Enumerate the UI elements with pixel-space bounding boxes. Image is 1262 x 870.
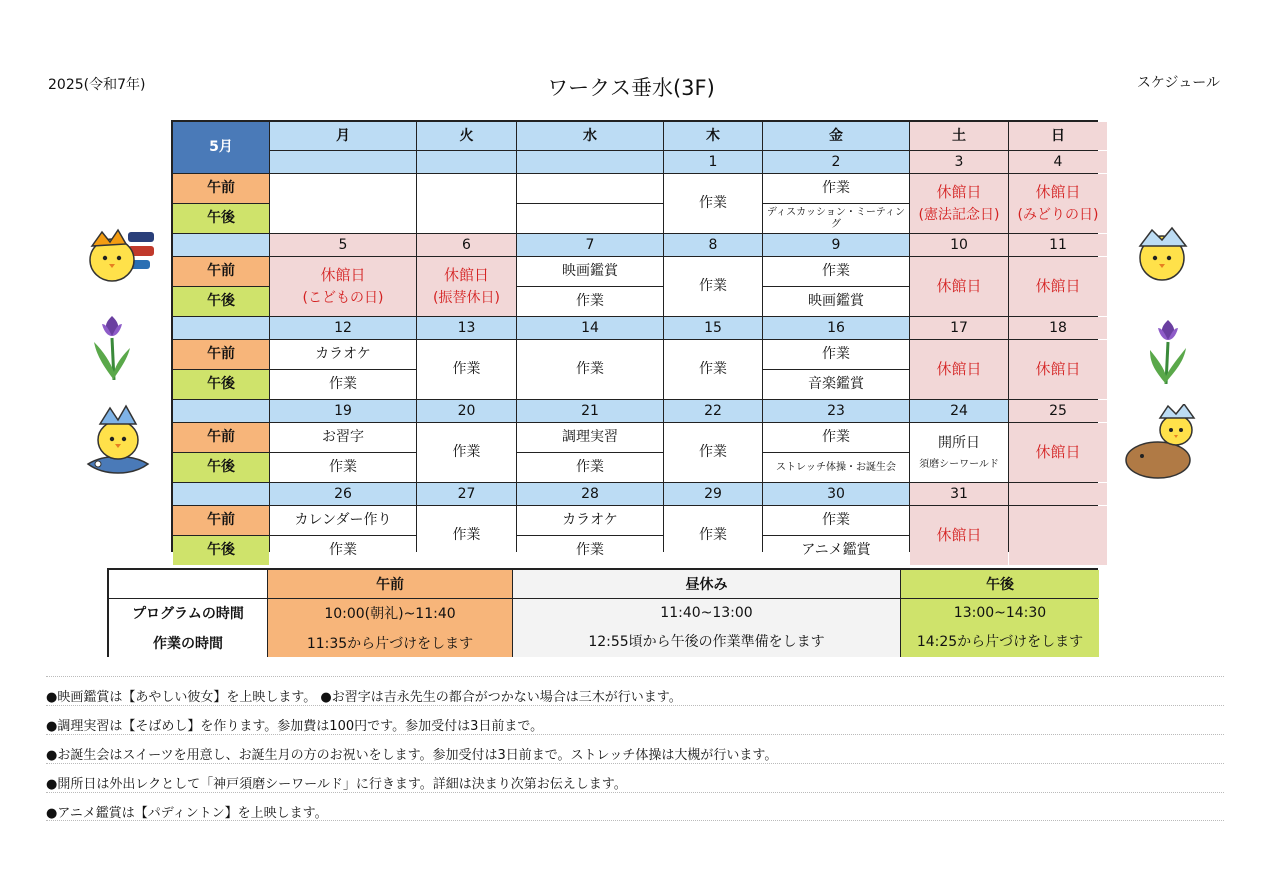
time-lunch-cell: [513, 599, 900, 657]
day-number: 1: [664, 151, 762, 173]
holiday-label: 休館日: [936, 276, 982, 295]
pm-label: 午後: [173, 536, 269, 565]
lunch-work-time: 12:55頃から午後の作業準備をします: [588, 634, 825, 650]
program-time-label: プログラムの時間: [132, 606, 244, 622]
activity-cell: 作業: [517, 453, 663, 482]
weekday-thu: 木: [664, 122, 762, 150]
holiday-label: 休館日: [936, 359, 982, 378]
holiday-label: 休館日: [1035, 359, 1081, 378]
am-label: 午前: [173, 174, 269, 203]
day-number: 31: [910, 483, 1008, 505]
iris-flower-icon: [1148, 316, 1188, 384]
am-label: 午前: [173, 257, 269, 286]
holiday-cell: [417, 257, 516, 316]
weekday-wed: 水: [517, 122, 663, 150]
day-number: 3: [910, 151, 1008, 173]
am-label: 午前: [173, 423, 269, 452]
activity-cell: 映画鑑賞: [517, 257, 663, 286]
activity-cell: 作業: [517, 287, 663, 316]
holiday-cell: [910, 506, 1008, 565]
empty-cell: [417, 174, 516, 233]
activity-cell: 作業: [417, 423, 516, 482]
pm-label: 午後: [173, 204, 269, 233]
date-row-spacer: [173, 483, 269, 505]
activity-cell: 作業: [664, 257, 762, 316]
holiday-label: 休館日: [936, 525, 982, 544]
activity-cell: 作業: [417, 340, 516, 399]
activity-cell: 作業: [664, 423, 762, 482]
pm-label: 午後: [173, 287, 269, 316]
weekday-fri: 金: [763, 122, 909, 150]
time-header-am: 午前: [268, 570, 512, 598]
pm-label: 午後: [173, 453, 269, 482]
activity-cell: アニメ鑑賞: [763, 536, 909, 565]
day-number: 6: [417, 234, 516, 256]
holiday-name: (憲法記念日): [918, 207, 1000, 224]
day-number: 10: [910, 234, 1008, 256]
holiday-label: 休館日: [936, 182, 982, 201]
notes-list: [46, 676, 1224, 821]
date-row-spacer: [173, 400, 269, 422]
day-number: 16: [763, 317, 909, 339]
open-day-cell: [910, 423, 1008, 482]
activity-cell: 作業: [763, 174, 909, 203]
activity-cell: 作業: [270, 453, 416, 482]
schedule-calendar: [171, 120, 1099, 559]
am-label: 午前: [173, 506, 269, 535]
holiday-label: 休館日: [443, 265, 489, 284]
activity-cell: カラオケ: [517, 506, 663, 535]
note-item: ●アニメ鑑賞は【パディントン】を上映します。: [46, 792, 1224, 821]
note-item: ●お誕生会はスイーツを用意し、お誕生月の方のお祝いをします。参加受付は3日前まで。ストレッチ体操は大槻が行います。: [46, 734, 1224, 763]
time-row-labels: [109, 599, 267, 657]
activity-cell: 作業: [763, 340, 909, 369]
day-number: 30: [763, 483, 909, 505]
pm-work-time: 14:25から片づけをします: [916, 634, 1084, 650]
day-number: 19: [270, 400, 416, 422]
chick-koinobori-icon: [84, 222, 158, 286]
day-number: 9: [763, 234, 909, 256]
holiday-cell: [1009, 340, 1107, 399]
day-number: 2: [763, 151, 909, 173]
page-title: ワークス垂水(3F): [547, 76, 715, 100]
time-table-corner: [109, 570, 267, 598]
note-item: ●調理実習は【そばめし】を作ります。参加費は100円です。参加受付は3日前まで。: [46, 705, 1224, 734]
day-number: 18: [1009, 317, 1107, 339]
activity-cell: 作業: [763, 506, 909, 535]
day-number: 27: [417, 483, 516, 505]
empty-cell: [517, 174, 663, 203]
day-number: [417, 151, 516, 173]
holiday-cell: [1009, 257, 1107, 316]
day-number: 17: [910, 317, 1008, 339]
holiday-cell: [1009, 174, 1107, 233]
holiday-cell: [910, 340, 1008, 399]
am-program-time: 10:00(朝礼)~11:40: [324, 606, 456, 622]
activity-cell: 作業: [270, 370, 416, 399]
day-number: 24: [910, 400, 1008, 422]
pm-label: 午後: [173, 370, 269, 399]
date-row-spacer: [173, 317, 269, 339]
time-header-pm: 午後: [901, 570, 1099, 598]
time-pm-cell: [901, 599, 1099, 657]
date-row-spacer: [173, 234, 269, 256]
activity-cell: 作業: [517, 536, 663, 565]
weekday-tue: 火: [417, 122, 516, 150]
outing-destination: 須磨シーワールド: [919, 458, 999, 470]
day-number: 5: [270, 234, 416, 256]
day-number: [517, 151, 663, 173]
holiday-label: 休館日: [1035, 182, 1081, 201]
activity-cell: 音楽鑑賞: [763, 370, 909, 399]
day-number: 20: [417, 400, 516, 422]
chick-on-koinobori-icon: [84, 402, 154, 488]
day-number: 7: [517, 234, 663, 256]
activity-cell: 作業: [270, 536, 416, 565]
doc-type-label: スケジュール: [1136, 75, 1220, 91]
iris-flower-icon: [92, 312, 132, 380]
work-time-label: 作業の時間: [153, 636, 223, 652]
time-am-cell: [268, 599, 512, 657]
year-label: 2025(令和7年): [48, 77, 146, 93]
activity-cell: 作業: [664, 340, 762, 399]
activity-cell: 作業: [763, 423, 909, 452]
holiday-name: (みどりの日): [1017, 207, 1099, 224]
holiday-cell: [270, 257, 416, 316]
day-number: 8: [664, 234, 762, 256]
holiday-cell: [1009, 423, 1107, 482]
day-number: 26: [270, 483, 416, 505]
day-number: 21: [517, 400, 663, 422]
day-number: 25: [1009, 400, 1107, 422]
activity-cell: ディスカッション・ミーティング: [763, 204, 909, 233]
holiday-cell: [910, 257, 1008, 316]
time-table: [107, 568, 1098, 657]
activity-cell: 映画鑑賞: [763, 287, 909, 316]
weekday-sun: 日: [1009, 122, 1107, 150]
day-number: 4: [1009, 151, 1107, 173]
lunch-program-time: 11:40~13:00: [660, 605, 753, 621]
activity-cell: 調理実習: [517, 423, 663, 452]
activity-cell: カレンダー作り: [270, 506, 416, 535]
day-number: 14: [517, 317, 663, 339]
day-number: 13: [417, 317, 516, 339]
activity-cell: 作業: [664, 506, 762, 565]
day-number: 22: [664, 400, 762, 422]
month-label: 5月: [173, 122, 269, 173]
activity-cell: 作業: [664, 174, 762, 233]
activity-cell: お習字: [270, 423, 416, 452]
day-number: [270, 151, 416, 173]
empty-cell: [270, 174, 416, 233]
day-number: 12: [270, 317, 416, 339]
am-work-time: 11:35から片づけをします: [306, 636, 474, 652]
chick-on-capybara-icon: [1122, 404, 1202, 482]
open-day-label: 開所日: [938, 434, 980, 451]
holiday-label: 休館日: [1035, 276, 1081, 295]
holiday-name: (こどもの日): [302, 290, 384, 307]
chick-helmet-icon: [1132, 222, 1194, 284]
day-number: 11: [1009, 234, 1107, 256]
day-number: [1009, 483, 1107, 505]
activity-cell: ストレッチ体操・お誕生会: [763, 453, 909, 482]
note-item: ●映画鑑賞は【あやしい彼女】を上映します。 ●お習字は吉永先生の都合がつかない場合は三木が行います。: [46, 676, 1224, 705]
note-item: ●開所日は外出レクとして「神戸須磨シーワールド」に行きます。詳細は決まり次第お伝えします。: [46, 763, 1224, 792]
holiday-label: 休館日: [320, 265, 366, 284]
holiday-name: (振替休日): [433, 290, 500, 307]
day-number: 28: [517, 483, 663, 505]
activity-cell: 作業: [417, 506, 516, 565]
holiday-cell: [910, 174, 1008, 233]
time-header-lunch: 昼休み: [513, 570, 900, 598]
day-number: 23: [763, 400, 909, 422]
day-number: 29: [664, 483, 762, 505]
day-number: 15: [664, 317, 762, 339]
activity-cell: 作業: [763, 257, 909, 286]
weekday-sat: 土: [910, 122, 1008, 150]
pm-program-time: 13:00~14:30: [953, 605, 1047, 621]
holiday-label: 休館日: [1035, 442, 1081, 461]
activity-cell: 作業: [517, 340, 663, 399]
weekday-mon: 月: [270, 122, 416, 150]
empty-cell: [1009, 506, 1107, 565]
activity-cell: カラオケ: [270, 340, 416, 369]
empty-cell: [517, 204, 663, 233]
am-label: 午前: [173, 340, 269, 369]
